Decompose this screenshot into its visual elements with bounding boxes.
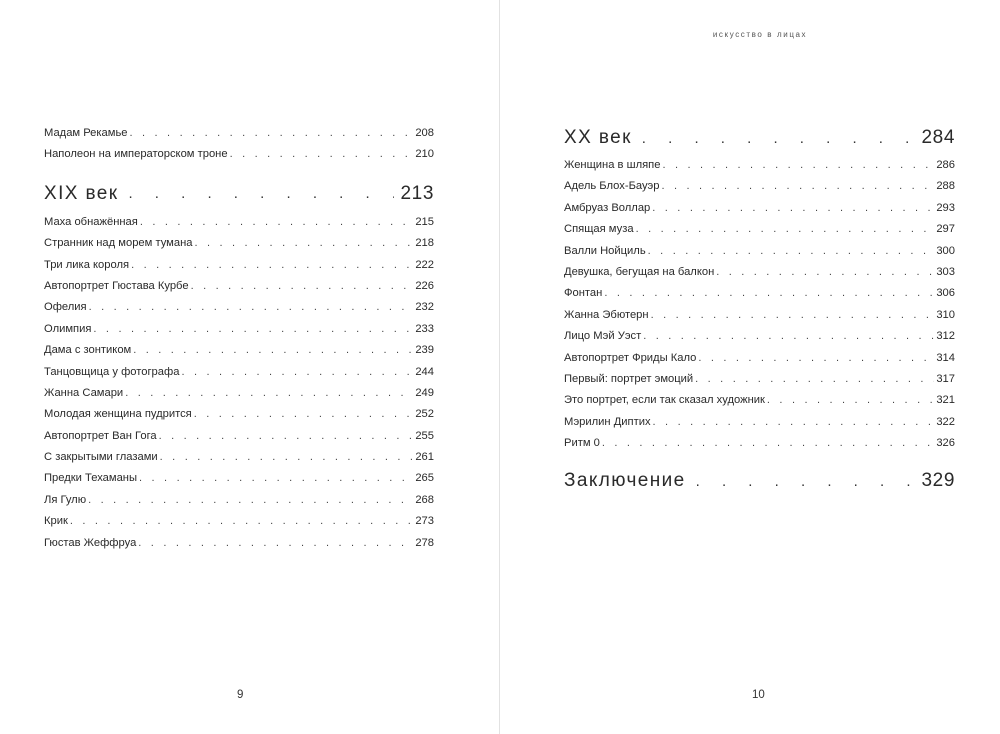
dot-leader <box>191 280 414 292</box>
toc-entry[interactable] <box>564 352 955 373</box>
dot-leader <box>695 373 934 385</box>
dot-leader <box>652 202 934 214</box>
toc-entry-title: Ритм 0 <box>564 437 600 450</box>
toc-entry-page: 300 <box>936 244 955 257</box>
toc-entry-page: 288 <box>936 180 955 193</box>
left-toc <box>44 127 434 558</box>
section-page: 329 <box>921 470 955 492</box>
toc-entry-title: Женщина в шляпе <box>564 159 661 171</box>
toc-entry[interactable] <box>564 245 955 266</box>
dot-leader <box>653 416 935 428</box>
toc-entry[interactable] <box>44 280 434 301</box>
dot-leader <box>138 537 413 549</box>
toc-entry[interactable] <box>44 344 434 365</box>
toc-entry[interactable] <box>44 515 434 536</box>
dot-leader <box>636 223 935 235</box>
toc-entry-title: Автопортрет Гюстава Курбе <box>44 279 189 292</box>
toc-entry-page: 314 <box>936 351 955 364</box>
toc-entry-page: 265 <box>415 472 434 485</box>
toc-entry-page: 273 <box>415 515 434 528</box>
dot-leader <box>70 515 413 527</box>
toc-entry-page: 261 <box>415 451 434 464</box>
toc-entry-page: 312 <box>936 330 955 343</box>
toc-entry-title: Мэрилин Диптих <box>564 415 651 428</box>
dot-leader <box>194 237 413 249</box>
toc-entry-title: Это портрет, если так сказал художник <box>564 394 765 407</box>
toc-entry-page: 222 <box>415 258 434 271</box>
toc-entry-page: 244 <box>415 365 434 378</box>
toc-entry[interactable] <box>564 266 955 287</box>
toc-entry-page: 232 <box>415 301 434 314</box>
page-number-right: 10 <box>752 689 765 701</box>
dot-leader <box>159 430 414 442</box>
toc-entry-title: Лицо Мэй Уэст <box>564 330 642 343</box>
dot-leader <box>648 245 935 257</box>
toc-entry-title: Валли Нойциль <box>564 244 646 257</box>
toc-entry-page: 303 <box>936 265 955 278</box>
toc-entry[interactable] <box>564 437 955 458</box>
toc-entry-title: Жанна Эбютерн <box>564 308 649 321</box>
toc-entry[interactable] <box>44 472 434 493</box>
dot-leader <box>698 352 934 364</box>
toc-entry-page: 252 <box>415 408 434 421</box>
dot-leader <box>88 494 413 506</box>
toc-entry-page: 322 <box>936 415 955 428</box>
toc-entry-page: 321 <box>936 394 955 407</box>
dot-leader <box>130 127 414 139</box>
dot-leader <box>139 472 413 484</box>
toc-entry-title: Амбруаз Воллар <box>564 201 651 214</box>
toc-entry-title: Наполеон на императорском троне <box>44 148 228 161</box>
toc-entry-title: Танцовщица у фотографа <box>44 365 180 378</box>
toc-entry[interactable] <box>564 330 955 351</box>
toc-section-heading[interactable] <box>44 172 434 216</box>
dot-leader <box>696 473 916 490</box>
toc-entry[interactable] <box>564 159 955 180</box>
toc-section-heading[interactable] <box>564 470 955 498</box>
dot-leader <box>651 309 935 321</box>
dot-leader <box>128 185 394 202</box>
dot-leader <box>602 437 934 449</box>
toc-entry[interactable] <box>44 237 434 258</box>
toc-entry-page: 226 <box>415 279 434 292</box>
section-title: XX век <box>564 127 632 148</box>
toc-entry-title: Первый: портрет эмоций <box>564 372 694 385</box>
toc-entry[interactable] <box>44 537 434 558</box>
toc-entry[interactable] <box>44 259 434 280</box>
toc-entry-page: 268 <box>415 493 434 506</box>
dot-leader <box>661 180 934 192</box>
toc-entry-title: Спящая муза <box>564 223 634 236</box>
toc-entry-title: Предки Техаманы <box>44 472 138 485</box>
toc-entry-page: 286 <box>936 159 955 171</box>
dot-leader <box>131 259 413 271</box>
toc-entry-page: 326 <box>936 437 955 450</box>
toc-entry[interactable] <box>564 394 955 415</box>
toc-entry-page: 208 <box>415 127 434 139</box>
toc-entry-title: Фонтан <box>564 287 603 300</box>
dot-leader <box>230 148 414 160</box>
toc-entry[interactable] <box>564 309 955 330</box>
toc-entry[interactable] <box>44 323 434 344</box>
toc-section-heading[interactable] <box>564 127 955 154</box>
toc-entry-page: 293 <box>936 201 955 214</box>
toc-entry[interactable] <box>44 301 434 322</box>
toc-entry-page: 317 <box>936 372 955 385</box>
toc-entry-page: 310 <box>936 308 955 321</box>
toc-entry[interactable] <box>44 216 434 237</box>
toc-entry[interactable] <box>564 416 955 437</box>
toc-entry[interactable] <box>44 387 434 408</box>
toc-entry-page: 249 <box>415 386 434 399</box>
toc-entry[interactable] <box>44 148 434 169</box>
toc-entry-page: 218 <box>415 237 434 250</box>
section-page: 284 <box>921 127 955 148</box>
toc-entry-title: Три лика короля <box>44 258 130 271</box>
section-page: 213 <box>400 182 434 204</box>
toc-entry-title: Автопортрет Ван Гога <box>44 429 157 442</box>
section-title: Заключение <box>564 470 686 492</box>
toc-entry-page: 215 <box>415 215 434 228</box>
toc-entry[interactable] <box>44 430 434 451</box>
toc-entry-page: 278 <box>415 536 434 549</box>
toc-entry-title: Автопортрет Фриды Кало <box>564 351 697 364</box>
dot-leader <box>133 344 413 356</box>
toc-entry-title: Олимпия <box>44 322 92 335</box>
dot-leader <box>125 387 413 399</box>
toc-entry-title: Жанна Самари <box>44 386 124 399</box>
dot-leader <box>160 451 414 463</box>
dot-leader <box>716 266 934 278</box>
dot-leader <box>93 323 413 335</box>
dot-leader <box>662 159 934 171</box>
toc-entry[interactable] <box>44 127 434 148</box>
toc-entry-title: Девушка, бегущая на балкон <box>564 265 715 278</box>
toc-entry[interactable] <box>564 202 955 223</box>
toc-entry[interactable] <box>564 287 955 308</box>
toc-entry-title: Крик <box>44 515 68 528</box>
toc-entry-page: 210 <box>415 148 434 161</box>
toc-entry-page: 255 <box>415 429 434 442</box>
toc-entry-title: Ля Гулю <box>44 493 87 506</box>
toc-entry[interactable] <box>44 451 434 472</box>
toc-entry-title: Молодая женщина пудрится <box>44 408 192 421</box>
dot-leader <box>140 216 413 228</box>
toc-entry-title: Маха обнажённая <box>44 215 138 228</box>
toc-entry-title: Гюстав Жеффруа <box>44 536 137 549</box>
dot-leader <box>643 330 934 342</box>
toc-entry-title: Офелия <box>44 301 87 314</box>
toc-entry-title: Адель Блох-Бауэр <box>564 180 660 193</box>
toc-entry-title: Мадам Рекамье <box>44 127 128 139</box>
toc-entry-title: Странник над морем тумана <box>44 237 193 250</box>
toc-entry-page: 306 <box>936 287 955 300</box>
toc-entry[interactable] <box>564 223 955 244</box>
right-toc <box>564 127 955 498</box>
left-page <box>0 0 499 734</box>
dot-leader <box>604 287 934 299</box>
toc-entry-title: Дама с зонтиком <box>44 344 132 357</box>
section-title: XIX век <box>44 182 119 204</box>
dot-leader <box>89 301 414 313</box>
right-page <box>500 0 1000 734</box>
dot-leader <box>181 366 413 378</box>
toc-entry-page: 233 <box>415 322 434 335</box>
toc-entry-title: С закрытыми глазами <box>44 451 158 464</box>
toc-entry[interactable] <box>44 408 434 429</box>
toc-entry[interactable] <box>44 494 434 515</box>
toc-entry-page: 297 <box>936 223 955 236</box>
page-number-left: 9 <box>237 689 244 701</box>
dot-leader <box>642 130 916 147</box>
toc-entry[interactable] <box>564 373 955 394</box>
dot-leader <box>194 408 414 420</box>
running-head: искусство в лицах <box>712 30 808 39</box>
toc-entry[interactable] <box>564 180 955 201</box>
toc-entry-page: 239 <box>415 344 434 357</box>
toc-entry[interactable] <box>44 366 434 387</box>
dot-leader <box>767 394 934 406</box>
